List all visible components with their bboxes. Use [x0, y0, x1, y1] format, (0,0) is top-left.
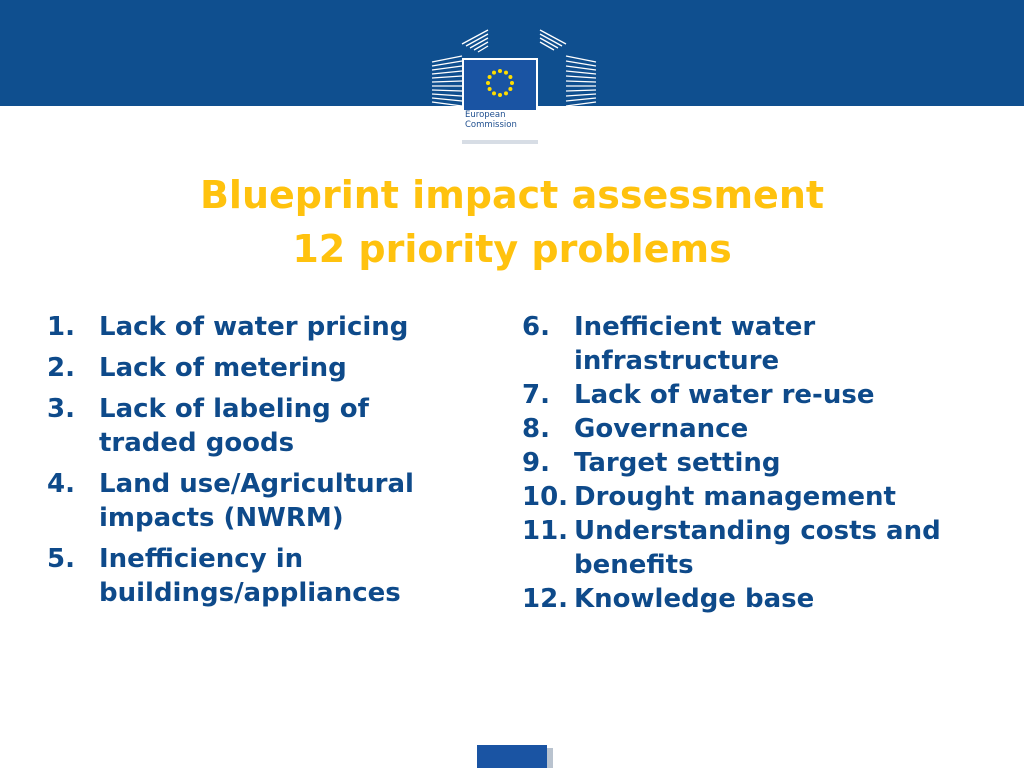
item-number: 5.: [47, 544, 75, 574]
european-commission-logo: [428, 26, 600, 144]
item-number: 1.: [47, 312, 75, 342]
item-number: 4.: [47, 469, 75, 499]
list-item: [47, 467, 467, 535]
item-number: 6.: [522, 312, 550, 342]
logo-line-2: Commission: [465, 120, 517, 130]
list-item: [47, 542, 467, 610]
item-number: 8.: [522, 414, 550, 444]
item-text: Lack of labeling of traded goods: [99, 394, 369, 458]
list-item: [522, 582, 1012, 616]
logo-wordmark: [465, 110, 535, 130]
item-text: Inefficiency in buildings/appliances: [99, 544, 401, 608]
item-text: Land use/Agricultural impacts (NWRM): [99, 469, 414, 533]
item-text: Lack of water re-use: [574, 380, 875, 410]
priority-list-left: [47, 310, 467, 617]
list-item: [47, 351, 467, 385]
eu-flag-shadow: [547, 748, 553, 768]
list-item: [522, 446, 1012, 480]
slide-title: [0, 168, 1024, 276]
item-text: Drought management: [574, 482, 896, 512]
item-text: Inefficient water infrastructure: [574, 312, 816, 376]
item-number: 11.: [522, 516, 569, 546]
logo-line-1: European: [465, 110, 506, 120]
title-line-1: Blueprint impact assessment: [199, 173, 825, 217]
list-item: [522, 412, 1012, 446]
list-item: [47, 310, 467, 344]
list-item: [522, 514, 1012, 582]
item-number: 10.: [522, 482, 569, 512]
list-item: [47, 392, 467, 460]
item-number: 7.: [522, 380, 550, 410]
item-text: Lack of metering: [99, 353, 347, 383]
item-text: Understanding costs and benefits: [574, 516, 941, 580]
item-text: Knowledge base: [574, 584, 815, 614]
item-text: Target setting: [574, 448, 781, 478]
item-number: 3.: [47, 394, 75, 424]
eu-flag-tab: [477, 745, 547, 768]
item-number: 12.: [522, 584, 569, 614]
item-text: Governance: [574, 414, 749, 444]
item-number: 9.: [522, 448, 550, 478]
title-line-2: 12 priority problems: [292, 227, 732, 271]
list-item: [522, 310, 1012, 378]
priority-list-right: [522, 310, 1012, 616]
item-text: Lack of water pricing: [99, 312, 409, 342]
list-item: [522, 378, 1012, 412]
list-item: [522, 480, 1012, 514]
item-number: 2.: [47, 353, 75, 383]
